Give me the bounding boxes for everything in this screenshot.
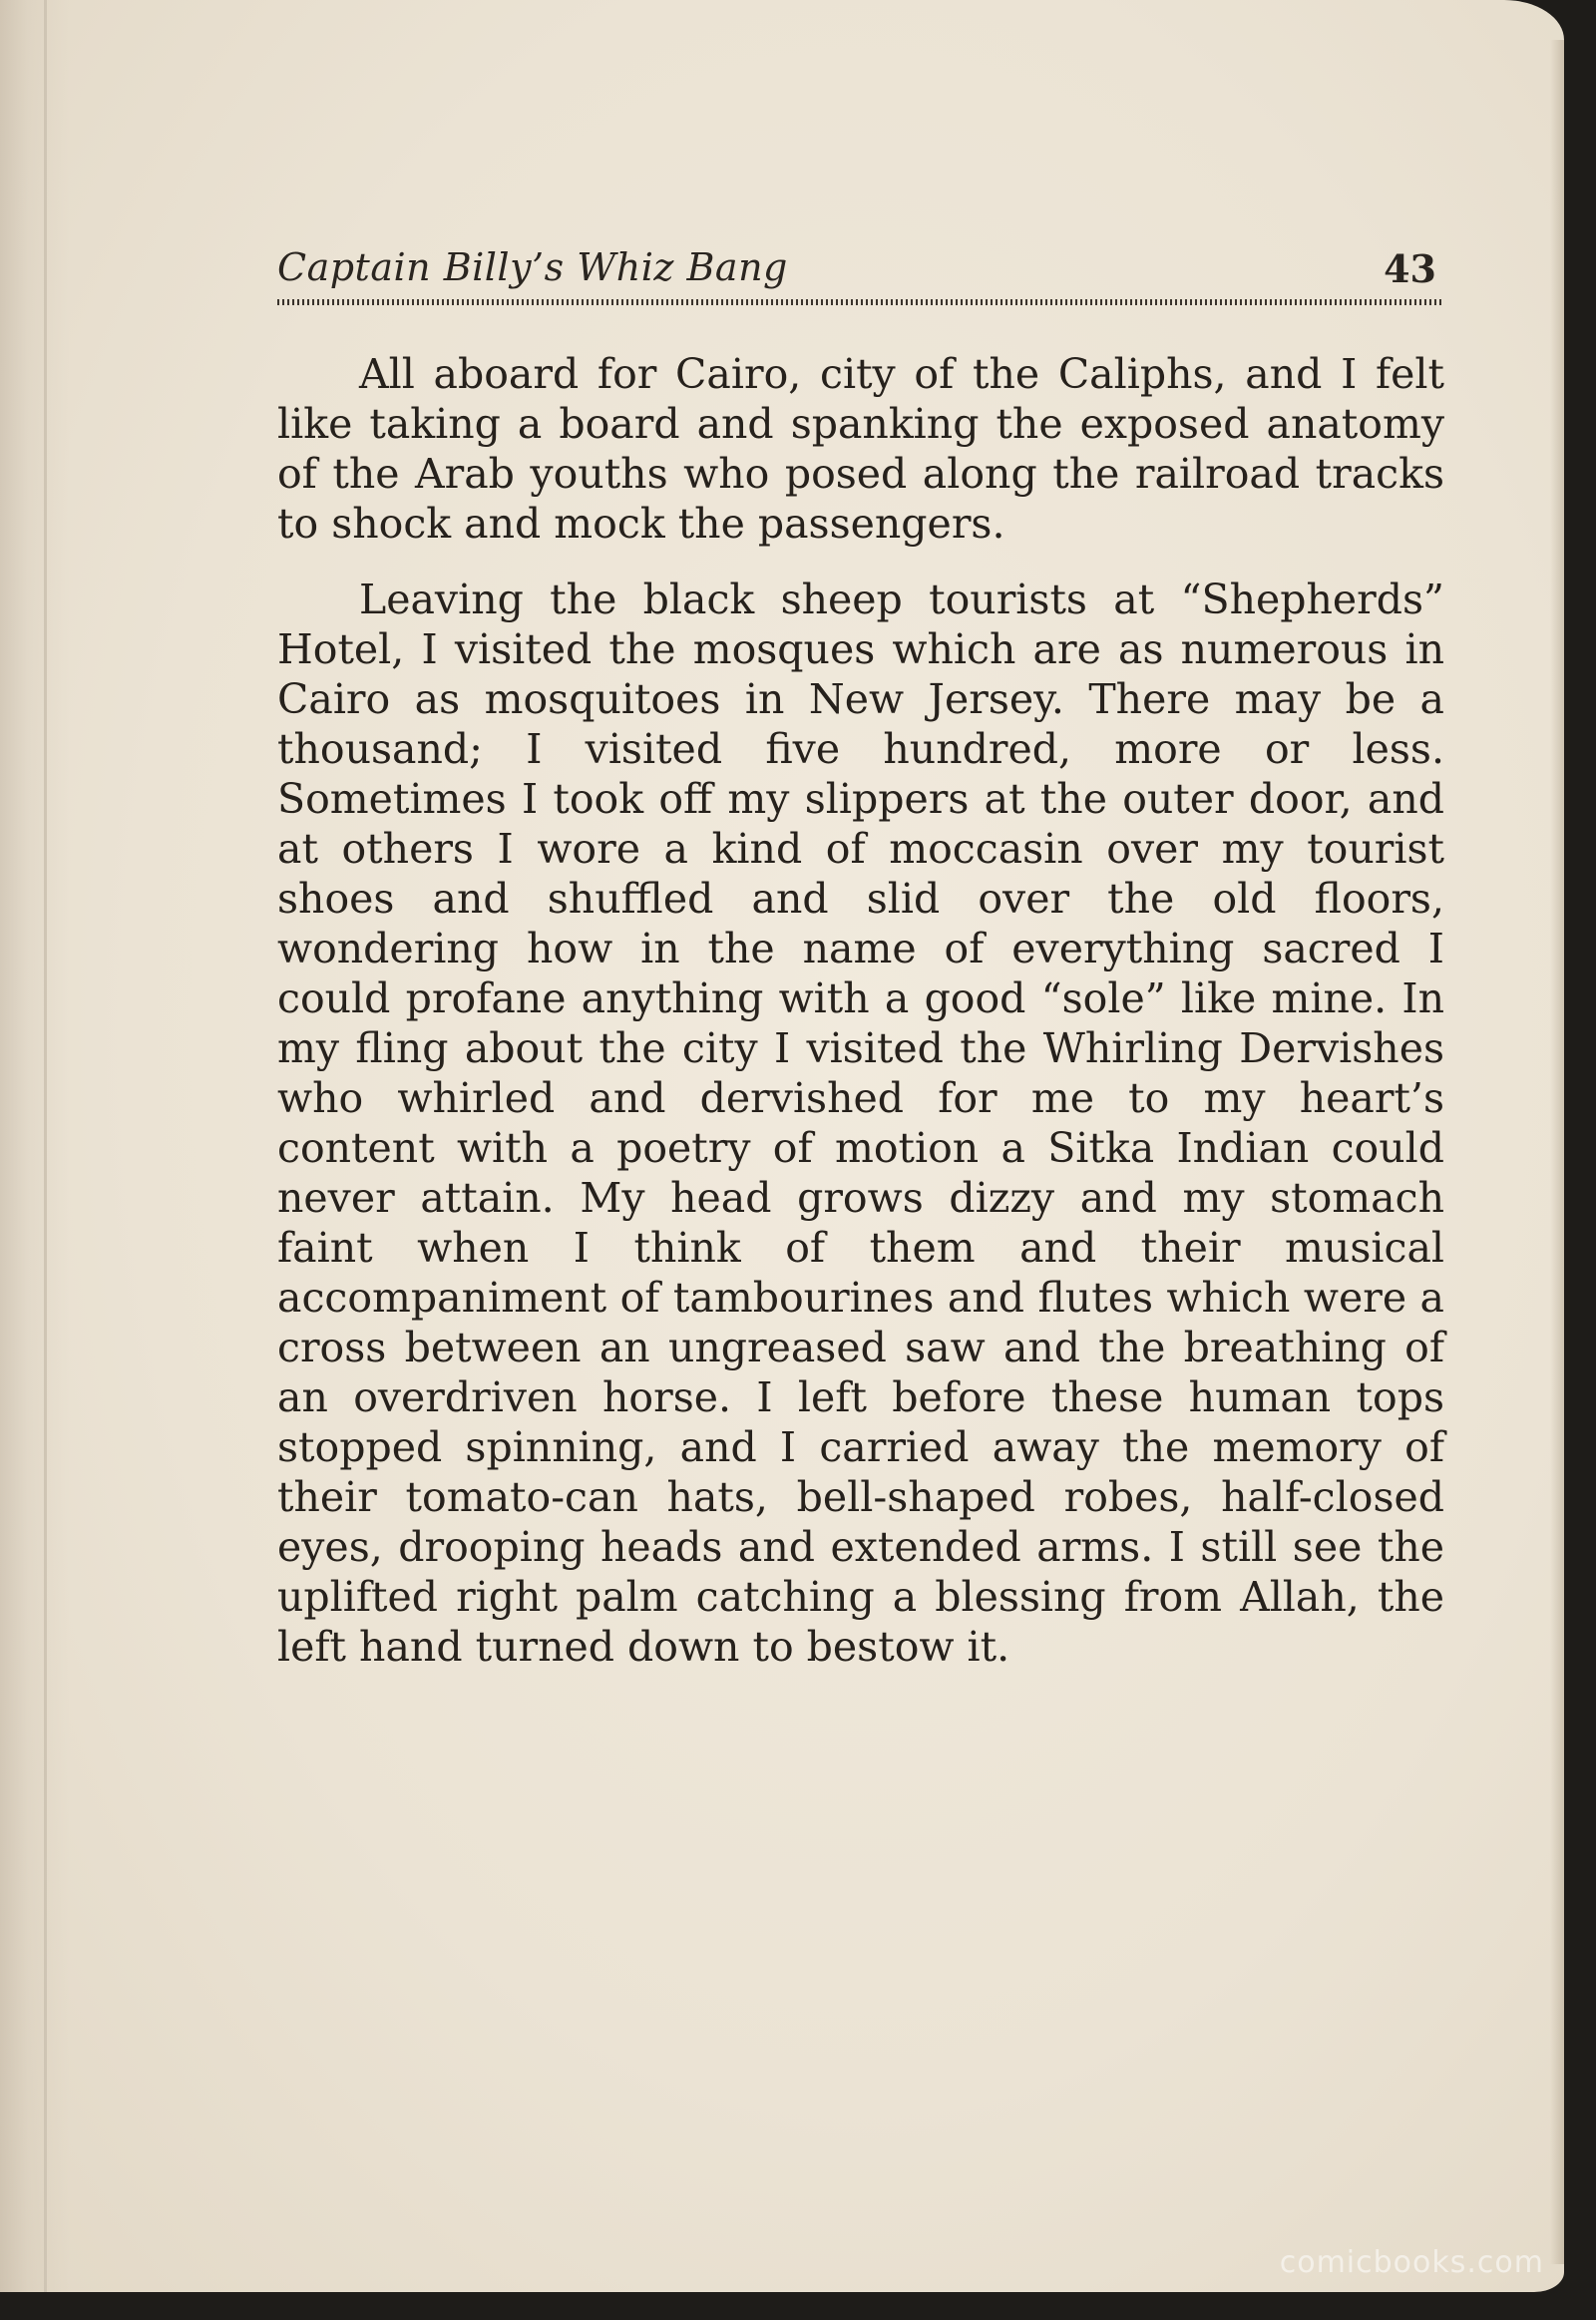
binding-edge [44, 0, 47, 2292]
paragraph-1: All aboard for Cairo, city of the Caliphs, and I felt like taking a board and spanking the exposed anatomy of the Arab youths who posed along the railroad tracks to shock and mock the passengers. [277, 350, 1444, 548]
body-text [277, 349, 1444, 1672]
page-number: 43 [1384, 246, 1436, 291]
header-rule [277, 299, 1444, 305]
watermark: comicbooks.com [1279, 2245, 1544, 2280]
running-title: Captain Billy’s Whiz Bang [277, 245, 788, 289]
paragraph-2: Leaving the black sheep tourists at “Shepherds” Hotel, I visited the mosques which are as numerous in Cairo as mosquitoes in New Jersey. There may be a thousand; I visited five hundred, more or less. Sometimes I took off my slippers at the outer door, and at others I wore a kind of moccasin over my tourist shoes and shuffled and slid over the old floors, wondering how in the name of everything sacred I could profane anything with a good “sole” like mine. In my fling about the city I visited the Whirling Dervishes who whirled and dervished for me to my heart’s content with a poetry of motion a Sitka Indian could never attain. My head grows dizzy and my stomach faint when I think of them and their musical accompaniment of tambourines and flutes which were a cross between an ungreased saw and the breathing of an overdriven horse. I left before these human tops stopped spinning, and I carried away the memory of their tomato-can hats, bell-shaped robes, half-closed eyes, drooping heads and extended arms. I still see the uplifted right palm catching a blessing from Allah, the left hand turned down to bestow it. [277, 576, 1444, 1671]
running-header [277, 237, 1444, 297]
page-edge-shadow [1550, 40, 1564, 2264]
